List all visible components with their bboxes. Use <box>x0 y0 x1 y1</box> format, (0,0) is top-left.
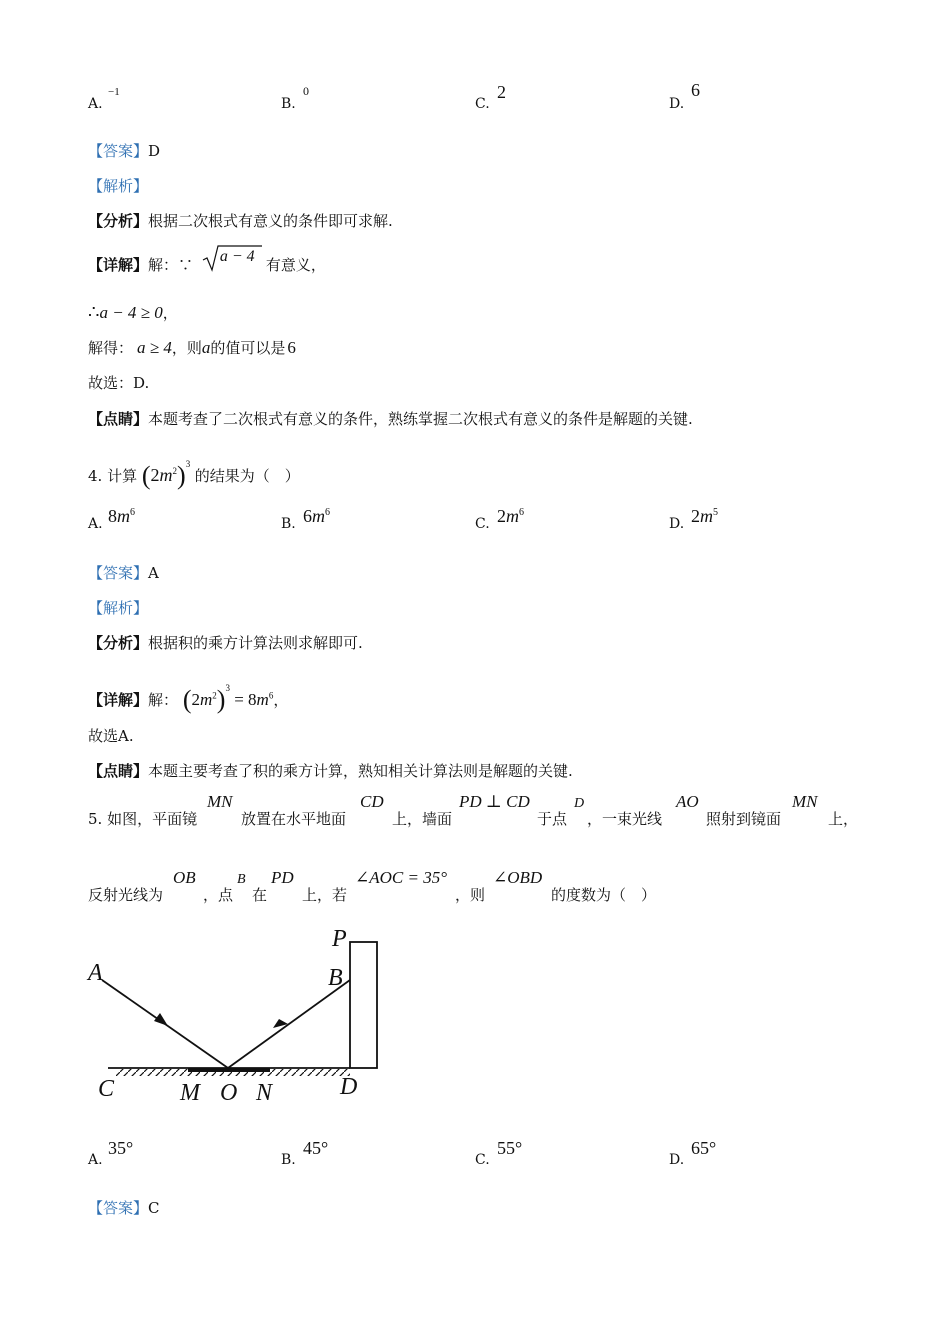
comment-text: 本题主要考查了积的乘方计算，熟知相关计算法则是解题的关键. <box>148 762 573 780</box>
q4-detail <box>88 678 289 714</box>
stem-text: 5. 如图，平面镜 <box>88 810 198 828</box>
q3-analysis-heading <box>88 176 148 196</box>
answer-value: D <box>148 142 161 160</box>
stem-text: 上，墙面 <box>392 810 453 828</box>
answer-tag: 【答案】 <box>88 142 149 160</box>
stem-text: ，点 <box>203 886 234 904</box>
detail-suffix: 有意义， <box>265 256 326 274</box>
q3-step2 <box>88 338 296 358</box>
stem-text: ，则 <box>455 886 486 904</box>
q4-comment <box>88 761 573 781</box>
option-label: A. <box>88 1152 103 1168</box>
stem-prefix: 4. 计算 <box>88 467 138 485</box>
step2-mid2: 的值可以是 <box>210 339 286 357</box>
stem-text: 上，若 <box>302 886 348 904</box>
stem-text: 在 <box>252 886 268 904</box>
label-N: N <box>256 1080 273 1106</box>
fenxi-tag: 【分析】 <box>88 634 149 652</box>
option-value: −1 <box>108 86 120 98</box>
answer-tag: 【答案】 <box>88 564 149 582</box>
stem-text: 上， <box>828 810 859 828</box>
q4-fenxi <box>88 633 363 653</box>
option-label: D. <box>669 1152 685 1168</box>
comment-text: 本题考查了二次根式有意义的条件，熟练掌握二次根式有意义的条件是解题的关键. <box>148 410 693 428</box>
stem-text: 于点 <box>537 810 568 828</box>
label-P: P <box>332 926 347 952</box>
detail-prefix: 解：∵ <box>148 256 194 274</box>
stem-text: ，一束光线 <box>587 810 663 828</box>
option-label: B. <box>281 96 296 112</box>
comment-tag: 【点睛】 <box>88 410 149 428</box>
stem-text: 照射到镜面 <box>706 810 782 828</box>
q3-comment <box>88 409 693 429</box>
left-paren: ( <box>182 685 192 714</box>
label-M: M <box>180 1080 200 1106</box>
option-value: 55° <box>497 1138 523 1158</box>
q4-expression: $(2m^2)^3$ <box>141 459 191 490</box>
choose-text: 故选A. <box>88 727 134 745</box>
label-O: O <box>220 1080 238 1106</box>
stem-text: 放置在水平地面 <box>241 810 347 828</box>
right-paren: ) <box>216 685 226 714</box>
option-label: D. <box>669 96 685 112</box>
q5-figure <box>80 920 400 1110</box>
option-label: C. <box>475 96 490 112</box>
detail-end: ， <box>273 691 289 709</box>
label-D: D <box>340 1074 358 1100</box>
option-label: A. <box>88 516 103 532</box>
stem-text: 反射光线为 <box>88 886 164 904</box>
math-D: D <box>574 796 585 811</box>
option-label: C. <box>475 516 490 532</box>
detail-prefix: 解： <box>148 691 179 709</box>
answer-value: C <box>148 1199 160 1217</box>
left-paren: ( <box>141 461 151 490</box>
option-value: 2 <box>497 82 506 102</box>
option-value: 0 <box>303 84 309 98</box>
stem-suffix: 的结果为（ ） <box>194 467 300 485</box>
label-C: C <box>98 1076 115 1102</box>
detail-tag: 【详解】 <box>88 256 149 274</box>
q4-answer <box>88 563 159 583</box>
q4-stem <box>88 454 300 490</box>
math-CD: CD <box>360 792 384 811</box>
sqrt-radicand: a − 4 <box>219 248 255 265</box>
comment-tag: 【点睛】 <box>88 762 149 780</box>
choose-text: 故选：D. <box>88 374 150 392</box>
math-PD-perp-CD: PD ⊥ CD <box>459 792 530 811</box>
option-value: 65° <box>691 1138 717 1158</box>
option-label: A. <box>88 96 103 112</box>
analysis-tag: 【解析】 <box>88 177 149 195</box>
q3-fenxi <box>88 211 393 231</box>
fenxi-tag: 【分析】 <box>88 212 149 230</box>
q3-choose <box>88 373 149 393</box>
fenxi-text: 根据二次根式有意义的条件即可求解. <box>148 212 393 230</box>
answer-value: A <box>148 564 159 582</box>
detail-rhs: = $8m^6$ <box>234 690 274 709</box>
math-angle-OBD: ∠OBD <box>493 868 543 887</box>
step2-var: a <box>201 338 211 357</box>
option-label: B. <box>281 1152 296 1168</box>
step2-value: 6 <box>287 338 296 357</box>
therefore-symbol: ∴ <box>88 302 100 323</box>
step2-prefix: 解得： <box>88 339 134 357</box>
option-value: $2m^5$ <box>691 506 718 526</box>
step2-expression: a ≥ 4 <box>137 338 172 357</box>
sqrt-expression <box>202 244 262 272</box>
q4-analysis-heading <box>88 598 148 618</box>
math-B: B <box>237 872 246 887</box>
option-value: 35° <box>108 1138 134 1158</box>
math-AO: AO <box>676 792 699 811</box>
stem-text: 的度数为（ ） <box>551 886 657 904</box>
option-value: 45° <box>303 1138 329 1158</box>
q5-answer <box>88 1198 160 1218</box>
q4-choose <box>88 726 134 746</box>
label-A: A <box>88 960 103 986</box>
step2-mid: ，则 <box>171 339 202 357</box>
math-MN: MN <box>207 792 233 811</box>
wall <box>350 942 377 1068</box>
option-value: $8m^6$ <box>108 506 135 526</box>
analysis-tag: 【解析】 <box>88 599 149 617</box>
step1-end: ， <box>162 304 178 322</box>
q3-detail <box>88 248 326 280</box>
answer-tag: 【答案】 <box>88 1199 149 1217</box>
reflected-ray-OB <box>228 980 350 1068</box>
math-MN: MN <box>792 792 818 811</box>
option-label: B. <box>281 516 296 532</box>
math-OB: OB <box>173 868 196 887</box>
step1-expression: a − 4 ≥ 0 <box>99 303 163 322</box>
option-value: $2m^6$ <box>497 506 524 526</box>
math-PD: PD <box>271 868 294 887</box>
detail-tag: 【详解】 <box>88 691 149 709</box>
fenxi-text: 根据积的乘方计算法则求解即可. <box>148 634 363 652</box>
q4-detail-expression: $(2m^2)^3$ <box>182 683 230 714</box>
q3-step1 <box>88 303 178 323</box>
arrowhead-incident <box>154 1013 168 1026</box>
label-B: B <box>328 965 343 991</box>
option-label: C. <box>475 1152 490 1168</box>
option-value: 6 <box>691 80 700 100</box>
math-angle-AOC: ∠AOC = 35° <box>355 868 448 887</box>
option-value: $6m^6$ <box>303 506 330 526</box>
q3-answer <box>88 141 160 161</box>
option-label: D. <box>669 516 685 532</box>
right-paren: ) <box>177 461 186 490</box>
